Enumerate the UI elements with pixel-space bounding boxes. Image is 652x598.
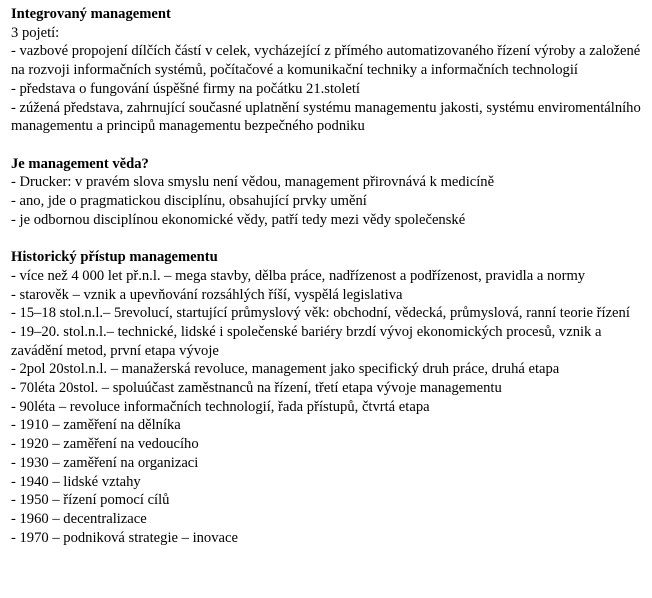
list-item: - je odbornou disciplínou ekonomické vědy, patří tedy mezi vědy společenské [11,211,466,228]
section-heading: Je management věda? [11,155,149,172]
text-line: 3 pojetí: [11,24,60,41]
list-item: - více než 4 000 let př.n.l. – mega stavby, dělba práce, nadřízenost a podřízenost, pravidla a normy [11,267,586,284]
section-heading: Historický přístup managementu [11,249,218,266]
list-item: - 1950 – řízení pomocí cílů [11,492,170,509]
list-item: - zúžená představa, zahrnující současné uplatnění systému managementu jakosti, systému enviromentálního managementu a principů managementu bezpečného podniku [11,99,641,135]
list-item: - vazbové propojení dílčích částí v celek, vycházející z přímého automatizovaného řízení výroby a založené na rozvoji informačních systémů, počítačové a komunikační techniky a informačních technologií [11,43,641,79]
list-item: - 1920 – zaměření na vedoucího [11,436,199,453]
list-item: - představa o fungování úspěšné firmy na počátku 21.století [11,80,360,97]
list-item: - starověk – vznik a upevňování rozsáhlých říší, vyspělá legislativa [11,286,403,303]
list-item: - ano, jde o pragmatickou disciplínu, obsahující prvky umění [11,193,367,210]
section-je-management-veda [11,155,641,230]
list-item: - 1970 – podniková strategie – inovace [11,529,238,546]
list-item: - Drucker: v pravém slova smyslu není vědou, management přirovnává k medicíně [11,174,495,191]
section-historicky-pristup [11,248,641,547]
list-item: - 2pol 20stol.n.l. – manažerská revoluce, management jako specifický druh práce, druhá etapa [11,361,560,378]
list-item: - 90léta – revoluce informačních technologií, řada přístupů, čtvrtá etapa [11,398,430,415]
list-item: - 1930 – zaměření na organizaci [11,454,199,471]
section-integrovany-management [11,5,641,136]
document-body [11,5,641,547]
list-item: - 70léta 20stol. – spoluúčast zaměstnanců na řízení, třetí etapa vývoje managementu [11,380,502,397]
list-item: - 1940 – lidské vztahy [11,473,141,490]
list-item: - 1910 – zaměření na dělníka [11,417,181,434]
list-item: - 1960 – decentralizace [11,510,147,527]
list-item: - 19–20. stol.n.l.– technické, lidské i společenské bariéry brzdí vývoj ekonomických procesů, vznik a zavádění metod, první etapa vývoje [11,323,602,359]
list-item: - 15–18 stol.n.l.– 5revolucí, startující průmyslový věk: obchodní, vědecká, průmyslová, ranní teorie řízení [11,305,630,322]
section-heading: Integrovaný management [11,6,171,22]
